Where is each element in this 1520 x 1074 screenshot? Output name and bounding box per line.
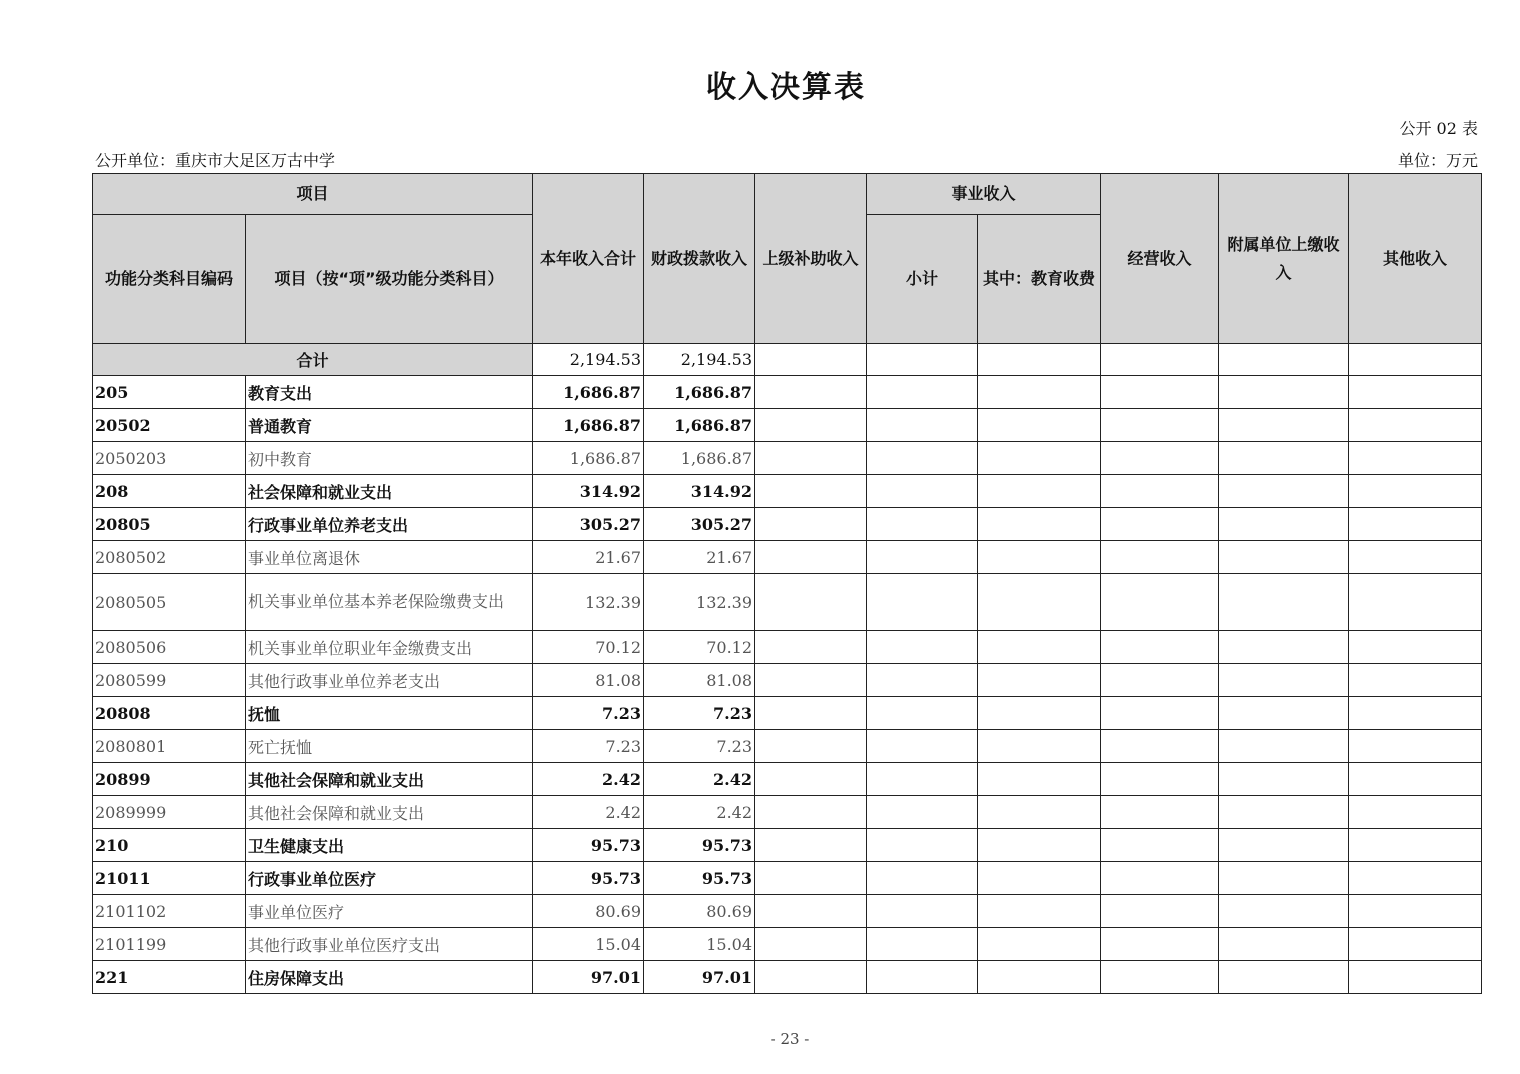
total-fiscal-value: 2,194.53 [644,344,755,376]
empty-cell [978,829,1101,862]
name-cell: 住房保障支出 [246,961,533,994]
table-row [93,376,1482,409]
empty-cell [755,508,867,541]
table-row [93,508,1482,541]
total-income-cell: 1,686.87 [533,409,644,442]
empty-cell [867,508,978,541]
name-cell: 事业单位医疗 [246,895,533,928]
code-cell: 20502 [93,409,246,442]
empty-cell [867,541,978,574]
table-row [93,697,1482,730]
total-income-cell: 70.12 [533,631,644,664]
code-cell: 210 [93,829,246,862]
code-cell: 221 [93,961,246,994]
empty-cell [867,730,978,763]
fiscal-cell: 7.23 [644,730,755,763]
fiscal-cell: 21.67 [644,541,755,574]
empty-cell [755,829,867,862]
empty-cell [1219,409,1349,442]
total-label: 合计 [93,344,533,376]
header-business-group: 事业收入 [867,174,1101,215]
empty-cell [978,763,1101,796]
code-cell: 208 [93,475,246,508]
header-other: 其他收入 [1349,174,1482,344]
header-code: 功能分类科目编码 [93,215,246,344]
empty-cell [1349,895,1482,928]
header-fiscal: 财政拨款收入 [644,174,755,344]
fiscal-cell: 97.01 [644,961,755,994]
header-item-group: 项目 [93,174,533,215]
fiscal-cell: 2.42 [644,796,755,829]
empty-cell [1219,862,1349,895]
empty-cell [978,730,1101,763]
fiscal-cell: 7.23 [644,697,755,730]
empty-cell [1101,829,1219,862]
empty-cell [978,862,1101,895]
empty-cell [1219,895,1349,928]
page-number: - 23 - [770,1030,810,1048]
total-income-cell: 314.92 [533,475,644,508]
empty-cell [1219,344,1349,376]
empty-cell [867,895,978,928]
empty-cell [1219,508,1349,541]
empty-cell [867,961,978,994]
total-income-cell: 132.39 [533,574,644,631]
header-affiliated: 附属单位上缴收入 [1219,174,1349,344]
empty-cell [978,697,1101,730]
empty-cell [1349,664,1482,697]
code-cell: 2080502 [93,541,246,574]
total-income-cell: 7.23 [533,730,644,763]
name-cell: 机关事业单位基本养老保险缴费支出 [246,574,533,631]
empty-cell [755,475,867,508]
empty-cell [1349,961,1482,994]
empty-cell [755,895,867,928]
empty-cell [755,344,867,376]
empty-cell [1349,574,1482,631]
empty-cell [1349,508,1482,541]
empty-cell [867,574,978,631]
table-row [93,961,1482,994]
name-cell: 事业单位离退休 [246,541,533,574]
empty-cell [1349,697,1482,730]
empty-cell [1101,631,1219,664]
empty-cell [978,961,1101,994]
empty-cell [755,961,867,994]
empty-cell [1101,574,1219,631]
empty-cell [867,928,978,961]
empty-cell [1101,796,1219,829]
empty-cell [1219,631,1349,664]
name-cell: 教育支出 [246,376,533,409]
fiscal-cell: 2.42 [644,763,755,796]
empty-cell [1219,796,1349,829]
empty-cell [1219,574,1349,631]
empty-cell [1101,541,1219,574]
empty-cell [755,697,867,730]
fiscal-cell: 70.12 [644,631,755,664]
fiscal-cell: 81.08 [644,664,755,697]
form-number: 公开 02 表 [1399,119,1478,138]
empty-cell [1101,961,1219,994]
empty-cell [978,409,1101,442]
empty-cell [867,862,978,895]
header-edu-fee: 其中：教育收费 [978,215,1101,344]
code-cell: 2080599 [93,664,246,697]
empty-cell [1219,376,1349,409]
empty-cell [755,574,867,631]
empty-cell [755,796,867,829]
empty-cell [1101,928,1219,961]
code-cell: 2101199 [93,928,246,961]
code-cell: 2101102 [93,895,246,928]
empty-cell [1101,442,1219,475]
total-income-cell: 95.73 [533,862,644,895]
empty-cell [1349,475,1482,508]
empty-cell [1349,862,1482,895]
fiscal-cell: 95.73 [644,862,755,895]
empty-cell [1101,697,1219,730]
code-cell: 2050203 [93,442,246,475]
empty-cell [1349,376,1482,409]
empty-cell [978,376,1101,409]
empty-cell [978,541,1101,574]
empty-cell [1219,442,1349,475]
empty-cell [1219,928,1349,961]
empty-cell [755,664,867,697]
empty-cell [755,631,867,664]
empty-cell [978,664,1101,697]
empty-cell [1101,763,1219,796]
empty-cell [755,442,867,475]
empty-cell [1349,730,1482,763]
table-row [93,862,1482,895]
name-cell: 初中教育 [246,442,533,475]
empty-cell [1219,961,1349,994]
name-cell: 行政事业单位养老支出 [246,508,533,541]
empty-cell [867,631,978,664]
empty-cell [978,344,1101,376]
code-cell: 20808 [93,697,246,730]
page-title: 收入决算表 [706,70,866,105]
empty-cell [978,631,1101,664]
total-row [93,344,1482,376]
empty-cell [1349,829,1482,862]
empty-cell [867,344,978,376]
empty-cell [1349,409,1482,442]
empty-cell [1349,541,1482,574]
table-row [93,928,1482,961]
table-row [93,442,1482,475]
table-row [93,541,1482,574]
empty-cell [1349,344,1482,376]
empty-cell [1349,763,1482,796]
fiscal-cell: 80.69 [644,895,755,928]
code-cell: 2080506 [93,631,246,664]
empty-cell [978,895,1101,928]
total-income-cell: 305.27 [533,508,644,541]
table-row [93,574,1482,631]
total-income-cell: 15.04 [533,928,644,961]
table-row [93,895,1482,928]
empty-cell [755,763,867,796]
name-cell: 其他行政事业单位养老支出 [246,664,533,697]
empty-cell [1349,928,1482,961]
empty-cell [1101,344,1219,376]
total-income-cell: 2.42 [533,763,644,796]
empty-cell [1101,376,1219,409]
table-row [93,409,1482,442]
name-cell: 死亡抚恤 [246,730,533,763]
empty-cell [1101,895,1219,928]
empty-cell [1349,631,1482,664]
empty-cell [755,928,867,961]
name-cell: 抚恤 [246,697,533,730]
total-income-cell: 1,686.87 [533,442,644,475]
fiscal-cell: 132.39 [644,574,755,631]
total-income-cell: 95.73 [533,829,644,862]
currency-unit: 单位：万元 [1397,151,1478,170]
empty-cell [755,376,867,409]
header-superior: 上级补助收入 [755,174,867,344]
code-cell: 2080505 [93,574,246,631]
empty-cell [867,409,978,442]
empty-cell [1219,763,1349,796]
header-total-income: 本年收入合计 [533,174,644,344]
total-income-cell: 97.01 [533,961,644,994]
code-cell: 205 [93,376,246,409]
table-row [93,730,1482,763]
table-row [93,829,1482,862]
empty-cell [1101,730,1219,763]
header-subtotal: 小计 [867,215,978,344]
name-cell: 机关事业单位职业年金缴费支出 [246,631,533,664]
total-income-cell: 80.69 [533,895,644,928]
fiscal-cell: 15.04 [644,928,755,961]
empty-cell [978,796,1101,829]
empty-cell [1219,829,1349,862]
empty-cell [1101,475,1219,508]
empty-cell [755,409,867,442]
empty-cell [978,508,1101,541]
header-name: 项目（按“项”级功能分类科目） [246,215,533,344]
empty-cell [867,475,978,508]
empty-cell [1349,796,1482,829]
fiscal-cell: 95.73 [644,829,755,862]
table-row [93,475,1482,508]
empty-cell [1219,664,1349,697]
total-income-cell: 7.23 [533,697,644,730]
empty-cell [755,730,867,763]
code-cell: 2089999 [93,796,246,829]
name-cell: 普通教育 [246,409,533,442]
empty-cell [1101,409,1219,442]
name-cell: 其他行政事业单位医疗支出 [246,928,533,961]
name-cell: 行政事业单位医疗 [246,862,533,895]
empty-cell [1219,697,1349,730]
empty-cell [867,442,978,475]
empty-cell [1219,730,1349,763]
table-row [93,763,1482,796]
empty-cell [978,574,1101,631]
fiscal-cell: 314.92 [644,475,755,508]
empty-cell [867,664,978,697]
empty-cell [867,829,978,862]
table-row [93,631,1482,664]
name-cell: 其他社会保障和就业支出 [246,763,533,796]
empty-cell [1101,508,1219,541]
total-income-cell: 1,686.87 [533,376,644,409]
fiscal-cell: 1,686.87 [644,442,755,475]
code-cell: 20805 [93,508,246,541]
empty-cell [1101,664,1219,697]
total-income-cell: 2.42 [533,796,644,829]
fiscal-cell: 1,686.87 [644,409,755,442]
reporting-unit: 公开单位：重庆市大足区万古中学 [95,151,336,170]
empty-cell [867,796,978,829]
name-cell: 社会保障和就业支出 [246,475,533,508]
total-income-value: 2,194.53 [533,344,644,376]
total-income-cell: 81.08 [533,664,644,697]
table-row [93,664,1482,697]
empty-cell [867,376,978,409]
empty-cell [755,862,867,895]
empty-cell [867,697,978,730]
empty-cell [755,541,867,574]
empty-cell [1219,475,1349,508]
total-income-cell: 21.67 [533,541,644,574]
empty-cell [1219,541,1349,574]
name-cell: 其他社会保障和就业支出 [246,796,533,829]
code-cell: 21011 [93,862,246,895]
income-table [92,173,1482,994]
empty-cell [978,442,1101,475]
fiscal-cell: 1,686.87 [644,376,755,409]
table-row [93,796,1482,829]
empty-cell [978,928,1101,961]
empty-cell [1349,442,1482,475]
empty-cell [978,475,1101,508]
empty-cell [867,763,978,796]
header-operating: 经营收入 [1101,174,1219,344]
code-cell: 20899 [93,763,246,796]
empty-cell [1101,862,1219,895]
name-cell: 卫生健康支出 [246,829,533,862]
fiscal-cell: 305.27 [644,508,755,541]
code-cell: 2080801 [93,730,246,763]
